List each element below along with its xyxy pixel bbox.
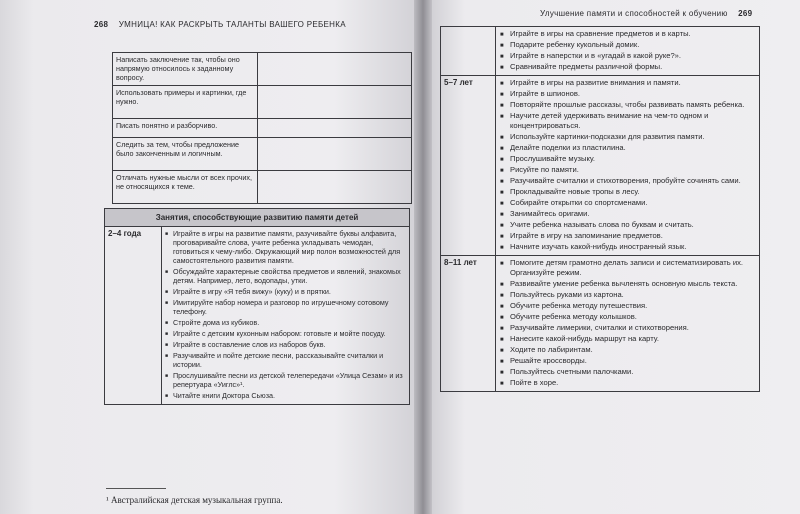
- list-item: ■ Занимайтесь оригами.: [499, 209, 756, 219]
- list-item: ■ Делайте поделки из пластилина.: [499, 143, 756, 153]
- list-item: ■ Имитируйте набор номера и разговор по игрушечному сотовому телефону.: [165, 298, 406, 316]
- list-item: ■ Научите детей удерживать внимание на чем-то одном и концентрироваться.: [499, 111, 756, 131]
- blank-cell: [258, 53, 412, 86]
- list-item: ■ Играйте в игры на сравнение предметов и в карты.: [499, 29, 756, 39]
- list-item: ■ Обучите ребенка методу путешествия.: [499, 301, 756, 311]
- checklist-item: Написать заключение так, чтобы оно напрямую относилось к заданному вопросу.: [113, 53, 258, 86]
- list-item: ■ Читайте книги Доктора Сьюза.: [165, 391, 406, 400]
- table-row: [113, 86, 412, 119]
- footnote: ¹ Австралийская детская музыкальная группа.: [106, 495, 283, 505]
- list-item: ■ Пользуйтесь руками из картона.: [499, 290, 756, 300]
- right-page-number: 269: [738, 9, 753, 18]
- table-row: [441, 27, 760, 76]
- age-activities-table: [440, 26, 760, 392]
- checklist-item: Использовать примеры и картинки, где нужно.: [113, 86, 258, 119]
- table-row: [113, 53, 412, 86]
- list-item: ■ Разучивайте считалки и стихотворения, пробуйте сочинять сами.: [499, 176, 756, 186]
- writing-checklist-table: [112, 52, 412, 204]
- list-item: ■ Играйте в игру «Я тебя вижу» (куку) и в прятки.: [165, 287, 406, 296]
- list-item: ■ Сравнивайте предметы различной формы.: [499, 62, 756, 72]
- list-item: ■ Разучивайте лимерики, считалки и стихотворения.: [499, 323, 756, 333]
- list-item: ■ Играйте с детским кухонным набором: готовьте и мойте посуду.: [165, 329, 406, 338]
- list-item: ■ Играйте в шпионов.: [499, 89, 756, 99]
- list-item: ■ Обсуждайте характерные свойства предметов и явлений, знакомых детям. Например, лето, водопады, утки.: [165, 267, 406, 285]
- list-item: ■ Рисуйте по памяти.: [499, 165, 756, 175]
- list-item: ■ Прослушивайте песни из детской телепередачи «Улица Сезам» и из репертуара «Уиглс»¹.: [165, 371, 406, 389]
- list-item: ■ Повторяйте прошлые рассказы, чтобы развивать память ребенка.: [499, 100, 756, 110]
- table-row: [113, 171, 412, 204]
- right-header-title: Улучшение памяти и способностей к обучению: [540, 9, 728, 18]
- right-running-header: [540, 9, 760, 18]
- list-item: ■ Подарите ребенку кукольный домик.: [499, 40, 756, 50]
- table-title: Занятия, способствующие развитию памяти детей: [105, 209, 410, 227]
- table-row: [113, 138, 412, 171]
- list-item: ■ Пойте в хоре.: [499, 378, 756, 388]
- table-row: [441, 256, 760, 392]
- list-item: ■ Прослушивайте музыку.: [499, 154, 756, 164]
- table-row: [105, 227, 410, 405]
- age-label: 5–7 лет: [441, 76, 496, 256]
- table-row: [441, 76, 760, 256]
- list-item: ■ Учите ребенка называть слова по буквам и считать.: [499, 220, 756, 230]
- list-item: ■ Играйте в наперстки и в «угадай в какой руке?».: [499, 51, 756, 61]
- list-item: ■ Разучивайте и пойте детские песни, рассказывайте считалки и истории.: [165, 351, 406, 369]
- list-item: ■ Нанесите какой-нибудь маршрут на карту.: [499, 334, 756, 344]
- checklist-item: Отличать нужные мысли от всех прочих, не относящихся к теме.: [113, 171, 258, 204]
- table-row: [113, 119, 412, 138]
- list-item: ■ Ходите по лабиринтам.: [499, 345, 756, 355]
- list-item: ■ Используйте картинки-подсказки для развития памяти.: [499, 132, 756, 142]
- activities-cell: [496, 27, 760, 76]
- list-item: ■ Начните изучать какой-нибудь иностранный язык.: [499, 242, 756, 252]
- memory-activities-table: [104, 208, 410, 405]
- age-label: [441, 27, 496, 76]
- activities-cell: [496, 256, 760, 392]
- blank-cell: [258, 119, 412, 138]
- book-gutter: [414, 0, 432, 514]
- list-item: ■ Собирайте открытки со спортсменами.: [499, 198, 756, 208]
- activities-cell: [496, 76, 760, 256]
- list-item: ■ Решайте кроссворды.: [499, 356, 756, 366]
- checklist-item: Писать понятно и разборчиво.: [113, 119, 258, 138]
- blank-cell: [258, 86, 412, 119]
- list-item: ■ Обучите ребенка методу колышков.: [499, 312, 756, 322]
- left-header-title: УМНИЦА! КАК РАСКРЫТЬ ТАЛАНТЫ ВАШЕГО РЕБЕНКА: [118, 20, 346, 29]
- activities-cell: [162, 227, 410, 405]
- blank-cell: [258, 171, 412, 204]
- list-item: ■ Развивайте умение ребенка вычленять основную мысль текста.: [499, 279, 756, 289]
- list-item: ■ Играйте в игры на развитие памяти, разучивайте буквы алфавита, проговаривайте слова, учите ребенка укладывать чемодан, готовиться к чему-либо. Окружающий мир полон возможностей для самостоятельного развития памяти.: [165, 229, 406, 265]
- list-item: ■ Помогите детям грамотно делать записи и систематизировать их. Организуйте режим.: [499, 258, 756, 278]
- age-label: 8–11 лет: [441, 256, 496, 392]
- left-page-number: 268: [94, 20, 109, 29]
- age-label: 2–4 года: [105, 227, 162, 405]
- list-item: ■ Пользуйтесь счетными палочками.: [499, 367, 756, 377]
- checklist-item: Следить за тем, чтобы предложение было законченным и логичным.: [113, 138, 258, 171]
- list-item: ■ Играйте в составление слов из наборов букв.: [165, 340, 406, 349]
- left-running-header: [94, 20, 346, 29]
- list-item: ■ Играйте в игры на развитие внимания и памяти.: [499, 78, 756, 88]
- list-item: ■ Играйте в игру на запоминание предметов.: [499, 231, 756, 241]
- list-item: ■ Прокладывайте новые тропы в лесу.: [499, 187, 756, 197]
- footnote-divider: [106, 488, 166, 489]
- list-item: ■ Стройте дома из кубиков.: [165, 318, 406, 327]
- blank-cell: [258, 138, 412, 171]
